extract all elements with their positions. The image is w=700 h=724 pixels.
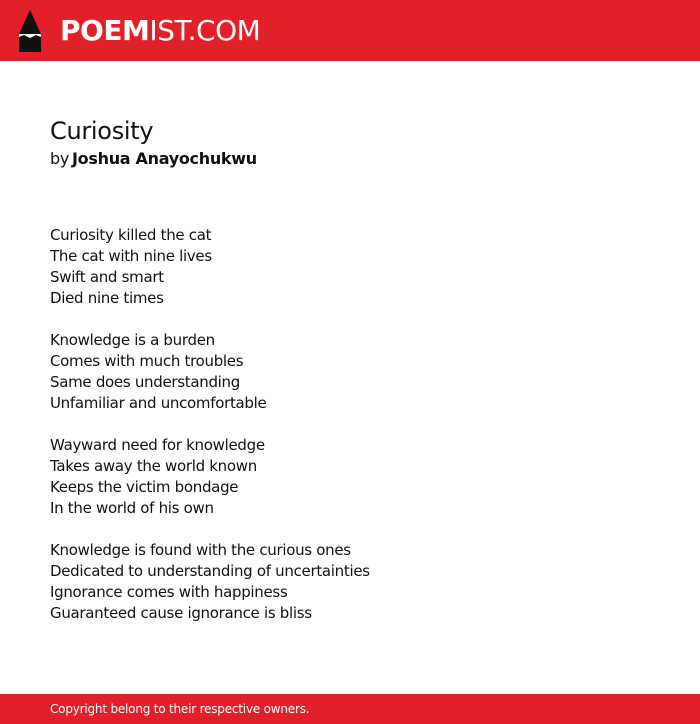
poem-line: Keeps the victim bondage <box>50 478 239 496</box>
poem-line: Dedicated to understanding of uncertainties <box>50 562 370 580</box>
copyright-notice: Copyright belong to their respective owners. <box>50 702 310 716</box>
poem-line: Wayward need for knowledge <box>50 436 265 454</box>
poem-line: Same does understanding <box>50 373 240 391</box>
logo-wordmark <box>60 9 260 53</box>
logo-text-light: IST.COM <box>149 14 261 47</box>
author-name[interactable]: Joshua Anayochukwu <box>72 149 257 168</box>
byline <box>50 149 650 169</box>
stanza <box>50 225 650 309</box>
poem-line: Comes with much troubles <box>50 352 244 370</box>
poem-line: Knowledge is found with the curious ones <box>50 541 351 559</box>
poem-line: In the world of his own <box>50 499 214 517</box>
poem-line: Knowledge is a burden <box>50 331 215 349</box>
stanza <box>50 540 650 624</box>
poem-line: The cat with nine lives <box>50 247 212 265</box>
site-logo[interactable] <box>16 9 260 53</box>
poem-line: Swift and smart <box>50 268 164 286</box>
by-label: by <box>50 149 70 168</box>
poem-title: Curiosity <box>50 117 154 145</box>
poem-body <box>50 225 650 624</box>
site-header <box>0 0 700 61</box>
poem-line: Curiosity killed the cat <box>50 226 212 244</box>
poem-line: Died nine times <box>50 289 164 307</box>
poem-line: Unfamiliar and uncomfortable <box>50 394 267 412</box>
logo-text-strong: POEM <box>60 14 150 47</box>
poem-content <box>50 113 650 645</box>
pencil-tip-icon <box>16 10 44 52</box>
site-footer <box>0 694 700 724</box>
stanza <box>50 330 650 414</box>
stanza <box>50 435 650 519</box>
poem-line: Ignorance comes with happiness <box>50 583 288 601</box>
poem-line: Takes away the world known <box>50 457 257 475</box>
poem-line: Guaranteed cause ignorance is bliss <box>50 604 312 622</box>
